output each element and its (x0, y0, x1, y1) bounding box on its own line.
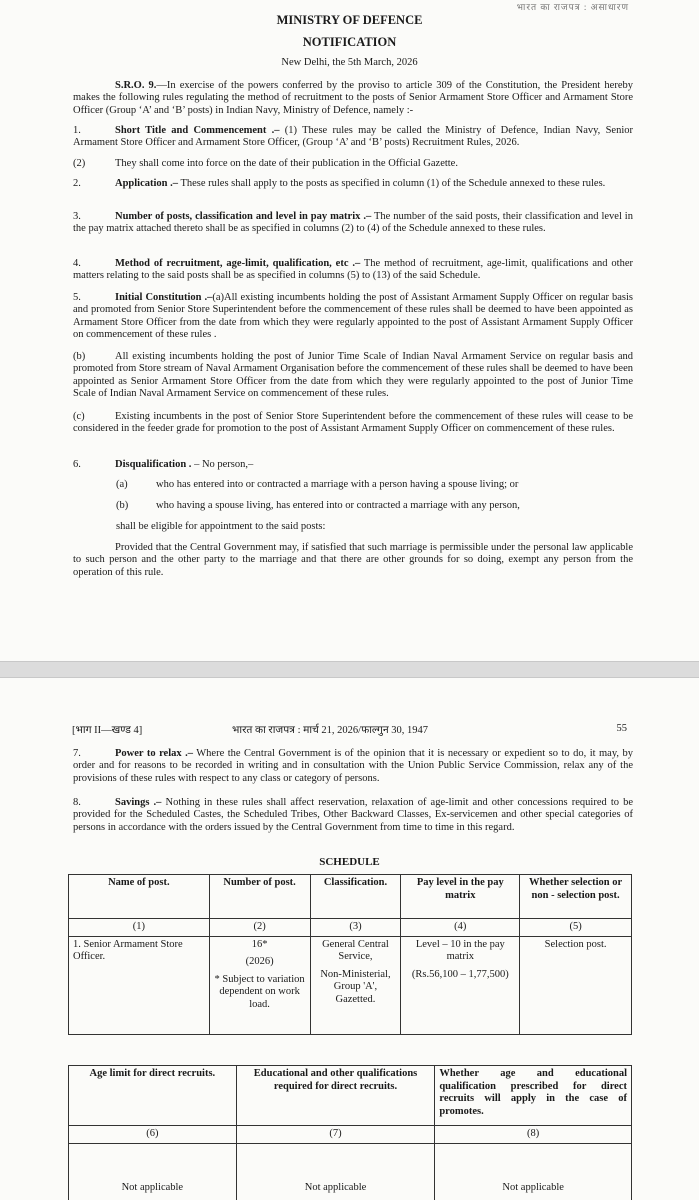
schedule-table-1 (68, 874, 632, 1035)
rule-1-2 (73, 158, 633, 170)
rule-number: 3. (73, 211, 81, 222)
rule-title: Short Title and Commencement .– (115, 125, 280, 136)
rule-text: Existing incumbents in the post of Senior Store Superintendent before the commencement of these rules will cease to be considered in the feeder grade for promotion to the post of Assistant Armament Supply Officer on commencement of these rules. (73, 411, 633, 435)
rule-number: (a) (116, 479, 128, 490)
cell-number-of-post (209, 936, 310, 1034)
rule-5b (73, 351, 633, 401)
rule-3 (73, 211, 633, 236)
rule-4 (73, 258, 633, 283)
rule-title: Initial Constitution .– (115, 292, 213, 303)
rule-1 (73, 125, 633, 150)
rule-text: They shall come into force on the date of their publication in the Official Gazette. (115, 158, 458, 169)
col-header: Name of post. (69, 875, 210, 919)
rule-number: (b) (73, 351, 86, 362)
rule-6-proviso: Provided that the Central Government may, if satisfied that such marriage is permissible under the personal law applicable to such person and the other party to the marriage and that there are other grounds for so doing, exempt any person from the operation of this rule. (73, 542, 633, 578)
schedule-table-2 (68, 1065, 632, 1200)
page-number: 55 (616, 723, 627, 734)
table-number-row (69, 1126, 632, 1144)
col-header: Age limit for direct recruits. (69, 1066, 237, 1126)
rule-title: Power to relax .– (115, 748, 193, 759)
rule-6 (73, 459, 633, 471)
classification-line-1: General Central Service, (322, 938, 389, 962)
rule-number: 2. (73, 178, 81, 189)
rule-number: (b) (116, 500, 129, 511)
post-footnote: * Subject to variation dependent on work load. (214, 973, 305, 1010)
col-number: (7) (236, 1126, 435, 1144)
gazette-date-line: भारत का राजपत्र : मार्च 21, 2026/फाल्गुन 30, 1947 (232, 725, 429, 736)
rule-number: 7. (73, 748, 81, 759)
sro-text: —In exercise of the powers conferred by the proviso to article 309 of the Constitution, the President hereby makes the following rules regulating the method of recruitment to the posts of Senior Armament Store Officer and Armament Store Officer (Group ‘A’ and ‘B’ posts) in Indian Navy, Ministry of Defence, namely :- (73, 80, 633, 116)
table-header-row (69, 875, 632, 919)
rule-text: All existing incumbents holding the post of Junior Time Scale of Indian Naval Armament Service on regular basis and promoted from Store stream of Naval Armament Organisation before the commencement of these rules shall be deemed to have been appointed as Senior Armament Store Officer from the date from which they were regularly appointed to the post of Junior Time Scale of Indian Naval Armament Service on commencement of these rules. (73, 351, 633, 400)
table-number-row (69, 919, 632, 937)
rule-number: 8. (73, 797, 81, 808)
col-number: (3) (310, 919, 401, 937)
cell-classification (310, 936, 401, 1034)
col-number: (4) (401, 919, 520, 937)
rule-8 (73, 797, 633, 834)
page-header (72, 723, 627, 737)
pay-level: Level – 10 in the pay matrix (415, 938, 505, 962)
rule-title: Savings .– (115, 797, 162, 808)
col-header: Whether selection or non - selection post. (520, 875, 632, 919)
cell-name-of-post: 1. Senior Armament Store Officer. (69, 936, 210, 1034)
cell-age-limit: Not applicable (69, 1143, 237, 1200)
rule-text: Nothing in these rules shall affect reservation, relaxation of age-limit and other concessions required to be provided for the Scheduled Castes, the Scheduled Tribes, Other Backward Classes, Ex-servicemen and other special categories of persons in accordance with the orders issued by the Central Government from time to time in this regard. (73, 797, 634, 833)
rule-7 (73, 748, 633, 785)
part-label: [भाग II—खण्ड 4] (72, 725, 143, 736)
table-row (69, 936, 632, 1034)
rule-number: 4. (73, 258, 81, 269)
rule-title: Disqualification . (115, 459, 192, 470)
cell-qualifications: Not applicable (236, 1143, 435, 1200)
table-header-row (69, 1066, 632, 1126)
pay-range: (Rs.56,100 – 1,77,500) (411, 968, 509, 980)
rule-title: Method of recruitment, age-limit, qualification, etc .– (115, 258, 361, 269)
col-header: Educational and other qualifications required for direct recruits. (236, 1066, 435, 1126)
rule-text: These rules shall apply to the posts as specified in column (1) of the Schedule annexed to these rules. (178, 178, 606, 189)
rule-2 (73, 178, 633, 190)
col-header: Number of post. (209, 875, 310, 919)
post-count: 16* (251, 938, 268, 950)
gazette-page-2 (0, 677, 699, 1200)
rule-number: 5. (73, 292, 81, 303)
col-number: (6) (69, 1126, 237, 1144)
rule-title: Application .– (115, 178, 179, 189)
rule-text: The method of recruitment, age-limit, qualifications and other matters relating to the said posts shall be as specified in columns (5) to (13) of the said Schedule. (73, 258, 633, 282)
sro-paragraph (73, 80, 633, 117)
schedule-title: SCHEDULE (319, 856, 380, 868)
rule-6b (116, 500, 633, 512)
notification-heading: NOTIFICATION (302, 35, 397, 49)
col-number: (8) (435, 1126, 632, 1144)
post-year: (2026) (245, 956, 274, 967)
col-number: (5) (520, 919, 632, 937)
rule-number: (2) (73, 158, 86, 169)
col-header: Classification. (310, 875, 401, 919)
rule-number: 1. (73, 125, 81, 136)
rule-text: (1) These rules may be called the Ministry of Defence, Indian Navy, Senior Armament Store Officer and Armament Store Officer, (Group ‘A’ and ‘B’ posts) Recruitment Rules, 2026. (73, 125, 633, 149)
col-header: Pay level in the pay matrix (401, 875, 520, 919)
rule-5 (73, 292, 633, 342)
col-number: (1) (69, 919, 210, 937)
sro-label: S.R.O. 9. (115, 80, 157, 91)
table-row (69, 1143, 632, 1200)
rule-6a (116, 479, 633, 491)
page-top-strip: भारत का राजपत्र : असाधारण (516, 2, 629, 12)
cell-promotion-applicability: Not applicable (435, 1143, 632, 1200)
col-header: Whether age and educational qualification prescribed for direct recruits will apply in the case of promotes. (435, 1066, 632, 1126)
ministry-title: MINISTRY OF DEFENCE (276, 13, 423, 27)
cell-pay-level (401, 936, 520, 1034)
rule-text: (a)All existing incumbents holding the post of Assistant Armament Supply Officer on regular basis and promoted from Senior Store Superintendent before the commencement of these rules shall be deemed to have been appointed as Armament Store Officer from the date from which they were regularly appointed to the post of Assistant Armament Supply Officer on commencement of these rules . (73, 292, 633, 341)
rule-text: The number of the said posts, their classification and level in the pay matrix attached thereto shall be as specified in columns (2) to (4) of the Schedule annexed to these rules. (73, 211, 633, 235)
classification-line-2: Non-Ministerial, Group 'A', Gazetted. (320, 968, 391, 1005)
rule-text: – No person,– (191, 459, 254, 470)
rule-text: who has entered into or contracted a marriage with a person having a spouse living; or (156, 479, 519, 490)
rule-5c (73, 411, 633, 436)
rule-text: Where the Central Government is of the opinion that it is necessary or expedient so to do, it may, by order and for reasons to be recorded in writing and in consultation with the Union Public Service Commission, relax any of the provisions of these rules with respect to any class or category of persons. (73, 748, 633, 784)
rule-title: Number of posts, classification and level in pay matrix .– (115, 211, 372, 222)
rule-text: who having a spouse living, has entered into or contracted a marriage with any person, (156, 500, 520, 511)
rule-number: 6. (73, 459, 81, 470)
rule-6-shall: shall be eligible for appointment to the said posts: (116, 521, 326, 532)
rule-number: (c) (73, 411, 85, 422)
col-number: (2) (209, 919, 310, 937)
date-line: New Delhi, the 5th March, 2026 (281, 57, 418, 68)
cell-selection: Selection post. (520, 936, 632, 1034)
